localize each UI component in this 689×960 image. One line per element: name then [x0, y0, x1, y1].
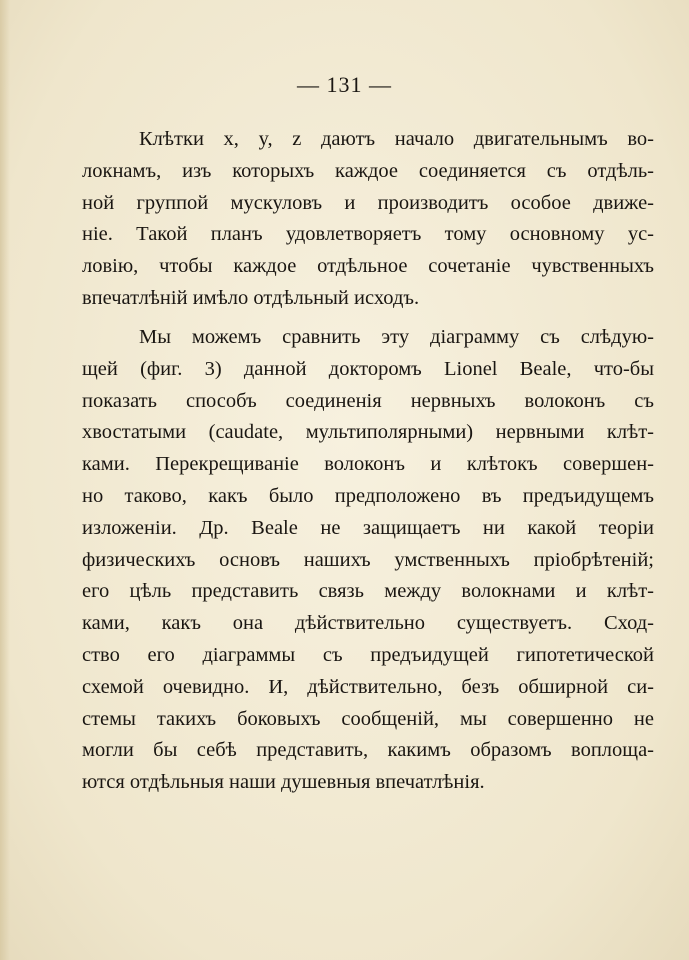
text-line: могли бы себѣ представить, какимъ образомъ воплоща-	[82, 739, 654, 762]
text-line: щей (фиг. 3) данной докторомъ Lionel Beale, что-бы	[82, 357, 654, 380]
text-line: Клѣтки x, y, z даютъ начало двигательнымъ во-	[139, 128, 654, 150]
text-line: впечатлѣній имѣло отдѣльный исходъ.	[82, 286, 420, 309]
page-edge-shadow	[0, 0, 10, 960]
text-line: Мы можемъ сравнить эту діаграмму съ слѣдую-	[139, 326, 654, 348]
text-line: ніе. Такой планъ удовлетворяетъ тому основному ус-	[82, 223, 654, 246]
text-line: ной группой мускуловъ и производитъ особое движе-	[82, 191, 654, 214]
text-line: ками, какъ она дѣйствительно существуетъ. Сход-	[82, 612, 654, 635]
text-line: ками. Перекрещиваніе волоконъ и клѣтокъ совершен-	[82, 453, 654, 476]
text-line: ловію, чтобы каждое отдѣльное сочетаніе чувственныхъ	[82, 255, 654, 278]
page-number: — 131 —	[297, 72, 392, 97]
text-line: изложеніи. Др. Beale не защищаетъ ни какой теоріи	[82, 516, 654, 539]
text-line: показать способъ соединенія нервныхъ волоконъ съ	[82, 389, 654, 412]
paragraph-2	[82, 322, 654, 799]
text-line: его цѣль представить связь между волокнами и клѣт-	[82, 580, 654, 603]
text-line: локнамъ, изъ которыхъ каждое соединяется съ отдѣль-	[82, 159, 654, 182]
text-line: но таково, какъ было предположено въ предъидущемъ	[82, 484, 654, 507]
text-line: физическихъ основъ нашихъ умственныхъ пріобрѣтеній;	[82, 548, 654, 571]
text-line: ются отдѣльныя наши душевныя впечатлѣнія.	[82, 771, 485, 794]
text-line: ство его діаграммы съ предъидущей гипотетической	[82, 643, 654, 666]
text-line: хвостатыми (caudate, мультиполярными) нервными клѣт-	[82, 421, 654, 444]
text-line: стемы такихъ боковыхъ сообщеній, мы совершенно не	[82, 707, 654, 730]
paragraph-1	[82, 124, 654, 315]
text-line: схемой очевидно. И, дѣйствительно, безъ обширной си-	[82, 675, 654, 698]
